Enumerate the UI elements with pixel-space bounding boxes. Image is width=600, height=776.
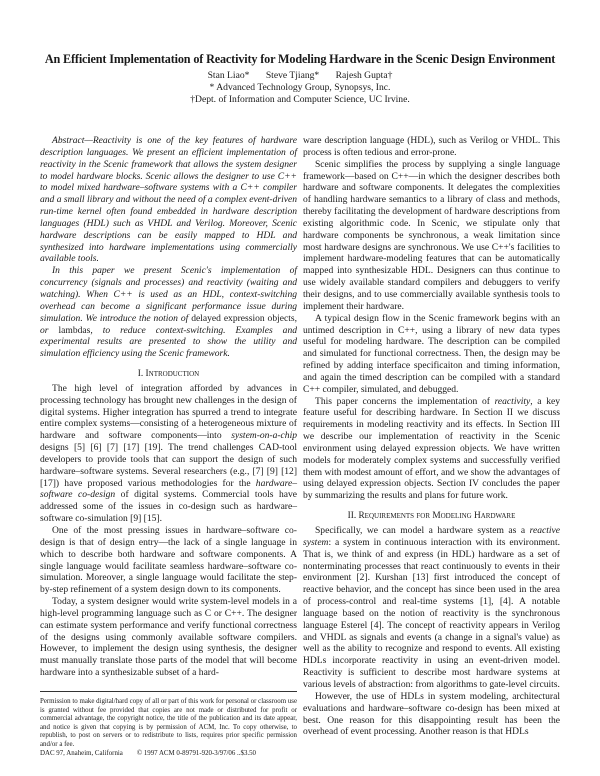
affiliation: * Advanced Technology Group, Synopsys, Inc. bbox=[209, 82, 391, 93]
text-run: The high level of integration afforded by advances in processing technology has brought new challenges in the design of digital systems. Higher integration has spurred a trend to integrate entire complex systems—consisting of a heterogeneous mixture of hardware and software components—into bbox=[40, 382, 297, 442]
text-run: This paper concerns the implementation of bbox=[315, 395, 495, 407]
paragraph bbox=[40, 135, 297, 265]
permission-notice: Permission to make digital/hard copy of all or part of this work for personal or classroom use is granted without fee provided that copies are not made or distributed for profit or commercial advantage, the copyright notice, the title of the publication and its date appear, and notice is given that copying is by permission of ACM, Inc. To copy otherwise, to republish, to post on servers or to redistribute to lists, requires prior specific permission and/or a fee. bbox=[40, 697, 297, 748]
author-names bbox=[0, 70, 600, 82]
text-run: of digital systems. Commercial tools have addressed some of the issues in co-design such as hardware–software co-simulation [9] [15]. bbox=[40, 489, 297, 525]
text-run: Today, a system designer would write system-level models in a high-level programming language such as C or C++. The designer can estimate system performance and verify functional correctness of the designs using commonly available software compilers. However, to implement the design using synthesis, the designer must manually translate those parts of the model that will become hardware into a synthesizable subset of a hard- bbox=[40, 596, 297, 679]
paragraph bbox=[303, 525, 560, 691]
text-run: One of the most pressing issues in hardware–software co-design is that of design entry—the lack of a single language in which to describe both hardware and software components. A single language would facilitate seamless hardware–software co-simulation. Moreover, a single language would facilitate the step-by-step refinement of a system design down to its components. bbox=[40, 525, 297, 596]
paragraph bbox=[303, 313, 560, 396]
paragraph bbox=[303, 691, 560, 738]
author: Steve Tjiang* bbox=[265, 70, 320, 81]
paragraph bbox=[40, 596, 297, 679]
italic-text-run: system-on-a-chip bbox=[231, 430, 297, 442]
author: Stan Liao* bbox=[207, 70, 250, 81]
text-run: delayed expression objects bbox=[191, 312, 295, 324]
italic-text-run: hardware–software co-design bbox=[40, 477, 297, 501]
text-run: Scenic simplifies the process by supplying a single language framework—based on C++—in which the designer describes both hardware and software components. It delegates the complexities of handling hardware semantics to a library of class and methods, thereby facilitating the development of hardware descriptions from existing algorithmic code. In Scenic, we stipulate only that hardware components be synchronous, a weak limitation since most hardware designs are synchronous. We use C++'s facilities to implement hardware-modeling features that can be automatically mapped into synthesizable HDL. Designers can thus continue to use widely available standard compilers and debuggers to verify their designs, and to use commercially available synthesis tools to implement their hardware. bbox=[303, 158, 560, 312]
copyright-footnote bbox=[40, 691, 297, 758]
paragraph bbox=[40, 265, 297, 360]
copyright-line: © 1997 ACM 0-89791-920-3/97/06 ..$3.50 bbox=[136, 749, 256, 757]
paragraph bbox=[40, 383, 297, 525]
paragraph bbox=[303, 396, 560, 503]
italic-text-run: In this paper we present Scenic's implementation of concurrency (signals and processes) and reactivity (waiting and watching). When C++ is used as an HDL, context-switching overhead can become a significant performance issue during simulation. We introduce the notion of bbox=[40, 265, 297, 324]
paragraph bbox=[303, 135, 560, 159]
left-column bbox=[40, 135, 297, 758]
italic-text-run: Abstract—Reactivity is one of the key features of hardware description languages. We present an efficient implementation of reactivity in the Scenic framework that allows the system designer to model hardware blocks. Scenic allows the designer to use C++ to model mixed hardware–software systems with a C++ compiler and a small library and without the need of a complex event-driven run-time kernel often found embedded in hardware description languages (HDL) such as VHDL and Verilog. Moreover, Scenic hardware descriptions can be easily mapped to HDL and synthesized into hardware implementations using commercially available tools. bbox=[40, 135, 297, 265]
affiliation: †Dept. of Information and Computer Science, UC Irvine. bbox=[190, 94, 410, 105]
paragraph bbox=[303, 159, 560, 313]
section-heading: I. Introduction bbox=[137, 369, 200, 380]
italic-text-run: , or bbox=[40, 312, 297, 336]
author-block bbox=[0, 70, 600, 106]
text-run: lambdas bbox=[58, 324, 91, 336]
two-column-body bbox=[0, 135, 600, 758]
paper-header bbox=[0, 52, 600, 106]
text-run: ware description language (HDL), such as Verilog or VHDL. This process is often tedious and error-prone. bbox=[303, 135, 560, 158]
italic-text-run: reactive system bbox=[303, 525, 560, 548]
author: Rajesh Gupta† bbox=[335, 70, 393, 81]
left-column-text bbox=[40, 135, 297, 679]
text-run: designs [5] [6] [7] [17] [19]. The trend challenges CAD-tool developers to provide tools that can support the design of such hardware–software systems. Several researchers (e.g., [7] [9] [12] [17]) have proposed various methodologies for the bbox=[40, 442, 297, 489]
text-run: However, the use of HDLs in system modeling, architectural evaluations and hardware–software co-design has been mixed at best. One reason for this disappointing result has been the overhead of event processing. Another reason is that HDLs bbox=[303, 690, 560, 738]
section-heading: II. Requirements for Modeling Hardware bbox=[347, 511, 516, 522]
text-run: A typical design flow in the Scenic framework begins with an untimed description in C++, using a library of new data types useful for modeling hardware. The description can be compiled and simulated for functional correctness. Then, the design may be refined by adding interface specificaiton and timing information, and again the timed description can be compiled with a standard C++ compiler, simulated, and debugged. bbox=[303, 312, 560, 395]
italic-text-run: , to reduce context-switching. Examples and experimental results are presented to show the utility and simulation efficiency using the Scenic framework. bbox=[40, 324, 297, 360]
text-run: , a key feature useful for describing hardware. In Section II we discuss requirements in modeling reactivity and its effects. In Section III we describe our implementation of reactivity in the Scenic environment using delayed expression objects. We have written models for moderately complex systems and successfully verified them with modest amount of effort, and we show the advantages of using delayed expression objects. Section IV concludes the paper by summarizing the results and plans for future work. bbox=[303, 395, 560, 502]
text-run: Specifically, we can model a hardware system as a bbox=[315, 525, 530, 536]
paragraph bbox=[40, 525, 297, 596]
conference-venue: DAC 97, Anaheim, California bbox=[40, 749, 123, 757]
text-run: : a system in continuous interaction with its environment. That is, we think of and express (in HDL) hardware as a set of nonterminating processes that react continuously to events in their environment [2]. Kurshan [13] first introduced the concept of reactive behavior, and the concept has since been used in the area of process-control and real-time systems [1], [4]. A notable language based on the notion of reactivity is the synchronous language Esterel [4]. The concept of reactivity appears in Verilog and VHDL as signals and events (a change in a signal's value) as well as the ability to recognize and respond to events. All existing HDLs incorporate reactivity in using an event-driven model. Reactivity is sufficient to describe most hardware systems at various levels of abstraction: from algorithms to gate-level circuits. bbox=[303, 536, 560, 690]
right-column bbox=[303, 135, 560, 758]
paper-title: An Efficient Implementation of Reactivity for Modeling Hardware in the Scenic Design Environment bbox=[44, 52, 556, 66]
italic-text-run: reactivity bbox=[494, 395, 531, 407]
